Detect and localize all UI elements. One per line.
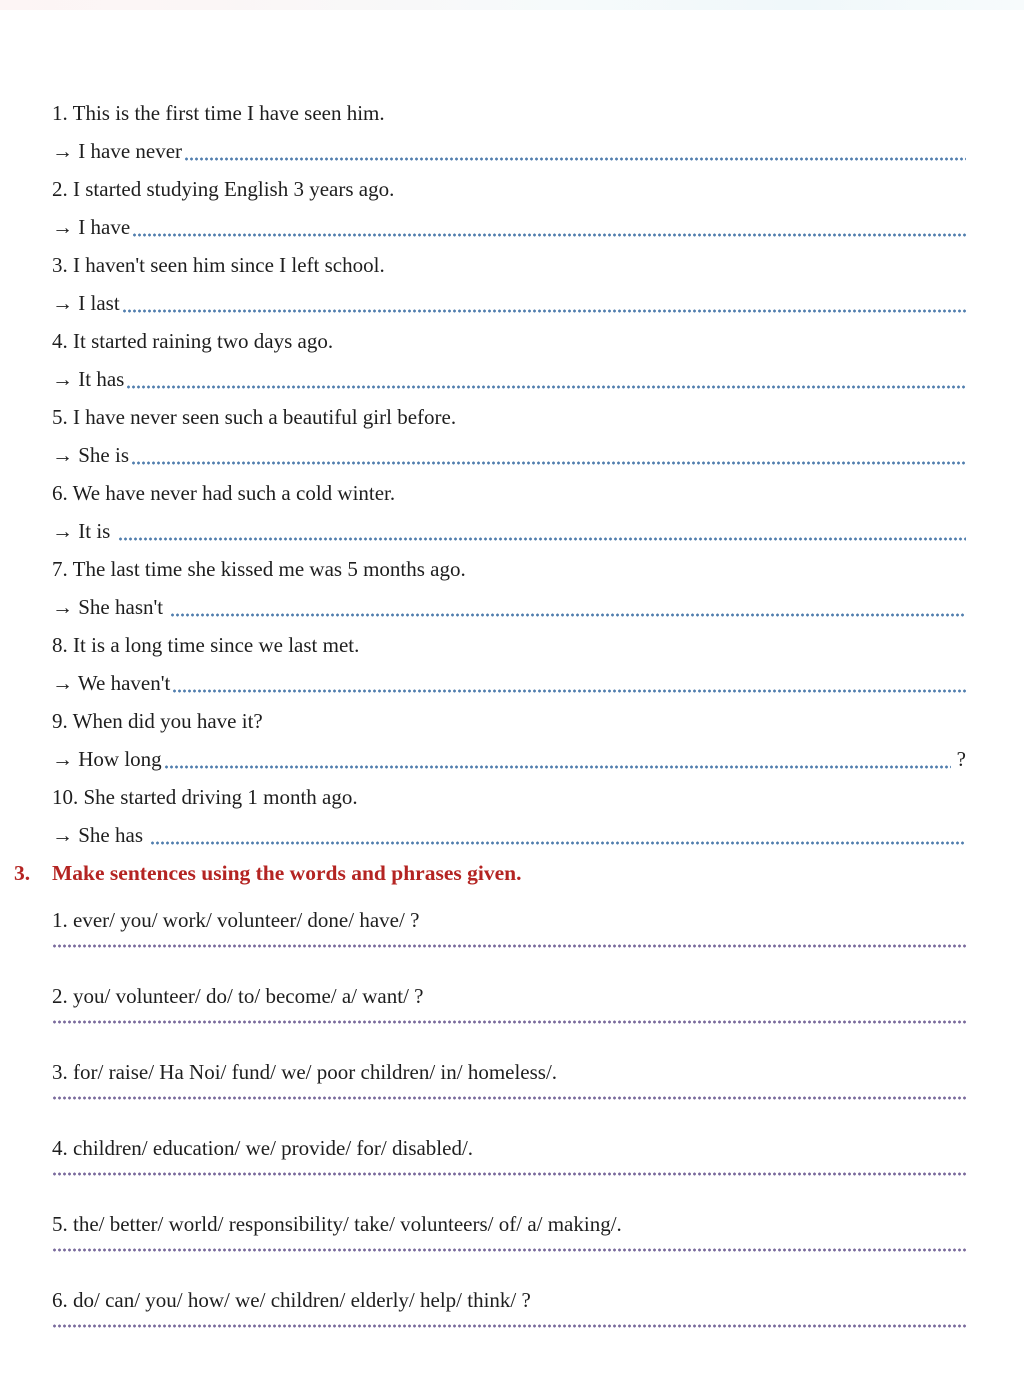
dotted-answer-blank bbox=[132, 233, 966, 237]
rewrite-prefix: → We haven't bbox=[52, 671, 171, 695]
rewrite-prefix: → It has bbox=[52, 367, 125, 391]
dotted-answer-blank bbox=[52, 1096, 966, 1100]
sentence-prompt: 4. It started raining two days ago. bbox=[52, 329, 334, 353]
sentence-prompt: 9. When did you have it? bbox=[52, 709, 263, 733]
sentence-prompt: 8. It is a long time since we last met. bbox=[52, 633, 360, 657]
exercise3-number: 3. bbox=[14, 861, 31, 885]
dotted-answer-blank bbox=[170, 613, 966, 617]
rewrite-prefix: → She is bbox=[52, 443, 130, 467]
answer-line bbox=[52, 740, 966, 778]
word-cues: 3. for/ raise/ Ha Noi/ fund/ we/ poor children/ in/ homeless/. bbox=[52, 1060, 558, 1084]
word-cues: 4. children/ education/ we/ provide/ for/ disabled/. bbox=[52, 1136, 474, 1160]
answer-line bbox=[52, 360, 966, 398]
dotted-answer-blank bbox=[172, 689, 966, 693]
exercise3-heading bbox=[14, 854, 966, 892]
answer-line bbox=[52, 208, 966, 246]
make-sentence-item bbox=[52, 977, 966, 1024]
answer-line bbox=[52, 588, 966, 626]
sentence-prompt: 1. This is the first time I have seen him. bbox=[52, 101, 385, 125]
dotted-answer-blank bbox=[52, 1248, 966, 1252]
sentence-prompt: 2. I started studying English 3 years ago. bbox=[52, 177, 395, 201]
rewrite-prefix: → She hasn't bbox=[52, 595, 169, 619]
dotted-answer-blank bbox=[164, 765, 951, 769]
sentence-prompt: 5. I have never seen such a beautiful girl before. bbox=[52, 405, 457, 429]
dotted-answer-blank bbox=[131, 461, 966, 465]
dotted-answer-blank bbox=[52, 944, 966, 948]
sentence-prompt: 3. I haven't seen him since I left school. bbox=[52, 253, 385, 277]
dotted-answer-blank bbox=[150, 841, 966, 845]
sentence-prompt: 10. She started driving 1 month ago. bbox=[52, 785, 358, 809]
question-mark-suffix: ? bbox=[956, 747, 966, 771]
dotted-answer-blank bbox=[52, 1020, 966, 1024]
make-sentences-exercise bbox=[52, 901, 966, 1328]
answer-line bbox=[52, 284, 966, 322]
make-sentence-item bbox=[52, 901, 966, 948]
dotted-answer-blank bbox=[126, 385, 966, 389]
make-sentence-item bbox=[52, 1281, 966, 1328]
word-cues: 2. you/ volunteer/ do/ to/ become/ a/ want/ ? bbox=[52, 984, 424, 1008]
rewrite-item bbox=[52, 550, 966, 626]
rewrite-item bbox=[52, 322, 966, 398]
rewrite-item bbox=[52, 702, 966, 778]
answer-line bbox=[52, 132, 966, 170]
dotted-answer-blank bbox=[52, 1172, 966, 1176]
rewrite-prefix: → I have never bbox=[52, 139, 183, 163]
dotted-answer-blank bbox=[118, 537, 966, 541]
word-cues: 5. the/ better/ world/ responsibility/ take/ volunteers/ of/ a/ making/. bbox=[52, 1212, 622, 1236]
rewrite-item bbox=[52, 246, 966, 322]
rewrite-item bbox=[52, 474, 966, 550]
make-sentence-item bbox=[52, 1205, 966, 1252]
rewrite-prefix: → She has bbox=[52, 823, 149, 847]
sentence-prompt: 7. The last time she kissed me was 5 months ago. bbox=[52, 557, 466, 581]
rewrite-item bbox=[52, 94, 966, 170]
dotted-answer-blank bbox=[122, 309, 966, 313]
rewrite-item bbox=[52, 778, 966, 854]
make-sentence-item bbox=[52, 1053, 966, 1100]
rewrite-prefix: → It is bbox=[52, 519, 116, 543]
answer-line bbox=[52, 436, 966, 474]
sentence-prompt: 6. We have never had such a cold winter. bbox=[52, 481, 396, 505]
rewrite-item bbox=[52, 398, 966, 474]
rewrite-item bbox=[52, 626, 966, 702]
rewrite-item bbox=[52, 170, 966, 246]
rewrite-prefix: → I have bbox=[52, 215, 131, 239]
dotted-answer-blank bbox=[52, 1324, 966, 1328]
word-cues: 1. ever/ you/ work/ volunteer/ done/ have/ ? bbox=[52, 908, 420, 932]
rewrite-exercise bbox=[52, 94, 966, 854]
word-cues: 6. do/ can/ you/ how/ we/ children/ elderly/ help/ think/ ? bbox=[52, 1288, 531, 1312]
answer-line bbox=[52, 664, 966, 702]
exercise3-title: Make sentences using the words and phrases given. bbox=[52, 861, 522, 885]
answer-line bbox=[52, 816, 966, 854]
rewrite-prefix: → I last bbox=[52, 291, 120, 315]
dotted-answer-blank bbox=[184, 157, 966, 161]
make-sentence-item bbox=[52, 1129, 966, 1176]
rewrite-prefix: → How long bbox=[52, 747, 162, 771]
answer-line bbox=[52, 512, 966, 550]
